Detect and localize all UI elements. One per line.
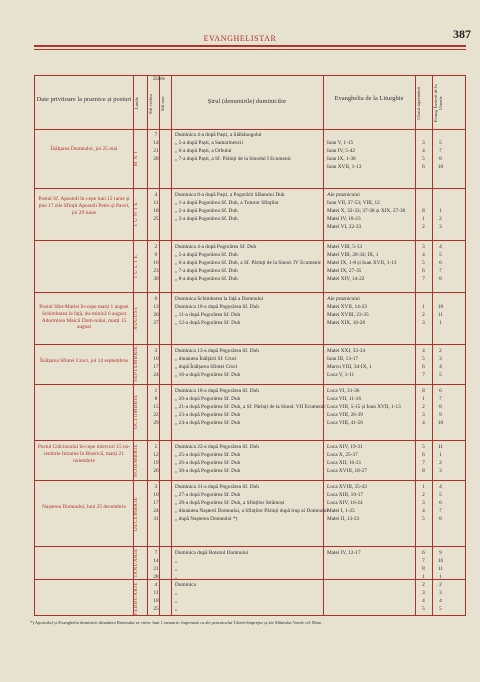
month-label-octombrie: OCTOMBRIE xyxy=(134,394,139,430)
gospel-cell: Matei IV, 18-23 xyxy=(327,216,361,222)
eothina-cell: 11 xyxy=(437,312,444,318)
eothina-cell: 7 xyxy=(439,148,442,154)
sunday-cell: „ xyxy=(175,566,178,572)
sunday-cell: „ 27-a după Pogorârea Sf. Duh xyxy=(175,492,241,498)
eothina-cell: 9 xyxy=(439,550,442,556)
sunday-cell: „ xyxy=(175,590,178,596)
table-row xyxy=(35,244,465,252)
eothina-cell: 4 xyxy=(439,364,442,370)
gospel-cell: Marcu VIII, 34-IX, 1 xyxy=(327,364,372,370)
glas-cell: 4 xyxy=(422,420,425,426)
eothina-cell: 4 xyxy=(439,598,442,604)
eothina-cell: 3 xyxy=(439,468,442,474)
day-cell: 4 xyxy=(154,582,158,588)
day-cell: 14 xyxy=(153,558,159,564)
gospel-cell: Luca VII, 11-16 xyxy=(327,396,361,402)
gospel-cell: Luca XVIII, 18-27 xyxy=(327,468,367,474)
sunday-cell: „ xyxy=(175,574,178,580)
day-cell: 7 xyxy=(154,550,158,556)
sunday-cell: „ dinaintea Nașterii Domnului, a Sfinților Părinți după trup ai Domnului xyxy=(175,508,328,514)
sunday-cell: „ 25-a după Pogorârea Sf. Duh xyxy=(175,452,241,458)
eothina-cell: 3 xyxy=(439,590,442,596)
day-cell: 11 xyxy=(153,200,159,206)
month-divider xyxy=(35,344,465,345)
gospel-cell: Luca VIII, 26-39 xyxy=(327,412,363,418)
glas-cell: 7 xyxy=(422,558,425,564)
feast-note: Nașterea Domnului, luni 25 decembrie xyxy=(42,504,126,510)
feast-note: Postul Sfnt-Mariei în-cepe marți 1 august Schimbarea la față, du-minică 6 august Adormirea Maicii Dom-nului, marți 15 august xyxy=(39,304,129,331)
gospel-cell: Luca XIV, 19-31 xyxy=(327,444,363,450)
table-row xyxy=(35,566,465,574)
glas-cell: 4 xyxy=(422,252,425,258)
month-divider xyxy=(35,546,465,547)
gospel-cell: Ioan V, 1-15 xyxy=(327,140,354,146)
glas-cell: 5 xyxy=(422,260,425,266)
eothina-cell: 3 xyxy=(439,356,442,362)
day-cell: 24 xyxy=(153,508,159,514)
eothina-cell: 5 xyxy=(439,492,442,498)
eothina-cell: 10 xyxy=(437,164,444,170)
gospel-cell: Luca XVIII, 35-43 xyxy=(327,484,367,490)
day-cell: 16 xyxy=(153,260,159,266)
eothina-cell: 4 xyxy=(439,484,442,490)
gospel-cell: Ioan III, 13-17 xyxy=(327,356,359,362)
sunday-cell: „ xyxy=(175,558,178,564)
glas-cell: 1 xyxy=(422,574,425,580)
sunday-cell: Duminica 22-a după Pogorârea Sf. Duh xyxy=(175,444,259,450)
header-eothina: Evang. Învierii de la Utrenie xyxy=(433,84,444,122)
header-divider xyxy=(35,129,465,130)
table-row xyxy=(35,312,465,320)
glas-cell: 1 xyxy=(422,216,425,222)
gospel-cell: Ioan XVII, 1-13 xyxy=(327,164,362,170)
sunday-cell: Duminica Schimbarea la față a Domnului xyxy=(175,296,264,302)
gospel-cell: Luca XIII, 10-17 xyxy=(327,492,364,498)
calendar-table xyxy=(34,75,466,616)
glas-cell: 8 xyxy=(422,388,425,394)
month-label-februarie: FEBRUARIE xyxy=(134,581,139,615)
eothina-cell: 2 xyxy=(439,348,442,354)
glas-cell: 6 xyxy=(422,364,425,370)
table-row xyxy=(35,516,465,524)
month-label-noiembrie: NOIEMBRIE xyxy=(134,443,139,477)
glas-cell: 5 xyxy=(422,444,425,450)
eothina-cell: 9 xyxy=(439,412,442,418)
table-row xyxy=(35,508,465,516)
day-cell: 3 xyxy=(154,484,158,490)
gospel-cell: Ale praznicului xyxy=(327,192,360,198)
gospel-cell: Matei IX, 1-8 și Ioan XVII, 1-13 xyxy=(327,260,397,266)
glas-cell: 8 xyxy=(422,566,425,572)
month-label-iulie: I U L I E xyxy=(134,254,139,278)
day-cell: 27 xyxy=(153,320,159,326)
page-title: EVANGHELISTAR xyxy=(203,34,277,43)
glas-cell: 2 xyxy=(422,582,425,588)
glas-cell: 4 xyxy=(422,598,425,604)
table-row xyxy=(35,192,465,200)
day-cell: 21 xyxy=(153,148,159,154)
gospel-cell: Matei IX, 27-35 xyxy=(327,268,362,274)
month-divider xyxy=(35,292,465,293)
sunday-cell: „ 1-a după Pogorârea Sf. Duh, a Tuturor Sfinților xyxy=(175,200,279,206)
table-row xyxy=(35,164,465,172)
gospel-cell: Ioan IX, 1-38 xyxy=(327,156,356,162)
day-cell: 18 xyxy=(153,598,159,604)
glas-cell: 5 xyxy=(422,516,425,522)
day-cell: 12 xyxy=(153,452,159,458)
day-cell: 14 xyxy=(153,140,159,146)
gospel-cell: Matei X, 32-33; 37-38 și XIX, 27-30 xyxy=(327,208,406,214)
gospel-cell: Matei VIII, 5-13 xyxy=(327,244,363,250)
table-row xyxy=(35,268,465,276)
glas-cell: 7 xyxy=(422,276,425,282)
day-cell: 1 xyxy=(154,388,158,394)
glas-cell: 7 xyxy=(422,372,425,378)
glas-cell: 4 xyxy=(422,148,425,154)
sunday-cell: Duminica 10-a după Pogorârea Sf. Duh xyxy=(175,304,259,310)
day-cell: 15 xyxy=(153,404,159,410)
eothina-cell: 6 xyxy=(439,260,442,266)
gospel-cell: Matei XIX, 16-26 xyxy=(327,320,366,326)
day-cell: 3 xyxy=(154,348,158,354)
table-row xyxy=(35,348,465,356)
header-month: Lunile xyxy=(134,97,139,109)
sunday-cell: „ 7-a după Paști, a Sf. Părinți de la Sinodul I Ecumenic xyxy=(175,156,292,162)
day-cell: 7 xyxy=(154,132,158,138)
glas-cell: 1 xyxy=(422,304,425,310)
glas-cell: 8 xyxy=(422,468,425,474)
day-cell: 10 xyxy=(153,492,159,498)
day-cell: 29 xyxy=(153,420,159,426)
eothina-cell: 5 xyxy=(439,140,442,146)
eothina-cell: 5 xyxy=(439,606,442,612)
month-divider xyxy=(35,384,465,385)
gospel-cell: Ioan IV, 5-42 xyxy=(327,148,355,154)
eothina-cell: 2 xyxy=(439,582,442,588)
table-row xyxy=(35,140,465,148)
sunday-cell: Duminica după Botezul Domnului xyxy=(175,550,249,556)
month-divider xyxy=(35,480,465,481)
gospel-cell: Luca XII, 16-21 xyxy=(327,460,362,466)
glas-cell: 8 xyxy=(422,208,425,214)
table-row xyxy=(35,492,465,500)
table-row xyxy=(35,388,465,396)
table-row xyxy=(35,582,465,590)
day-cell: 17 xyxy=(153,364,159,370)
month-label-mai: M A I xyxy=(134,151,139,167)
gospel-cell: Ale praznicului xyxy=(327,296,360,302)
footnote: *) Apostolul și Evanghelia duminicii dinaintea Botezului se citesc luni 1 ianuarie, împreună cu ale praznicului Tăierii-împrejur și ale Sfântului Vasile cel Mare. xyxy=(30,620,323,625)
day-cell: 18 xyxy=(153,208,159,214)
eothina-cell: 5 xyxy=(439,252,442,258)
gospel-cell: Matei IV, 12-17 xyxy=(327,550,361,556)
glas-cell: 3 xyxy=(422,500,425,506)
day-cell: 26 xyxy=(153,468,159,474)
sunday-cell: Duminica 4-a după Paști, a Slăbănogului xyxy=(175,132,262,138)
table-row xyxy=(35,356,465,364)
eothina-cell: 1 xyxy=(439,320,442,326)
header-glas: Glasul săptămânii xyxy=(416,86,421,120)
gospel-cell: Luca X, 25-37 xyxy=(327,452,358,458)
sunday-cell: „ 7-a după Pogorârea Sf. Duh xyxy=(175,268,238,274)
table-row xyxy=(35,396,465,404)
eothina-cell: 8 xyxy=(439,404,442,410)
month-label-decembrie: DECEMBRIE xyxy=(134,496,139,532)
day-cell: 19 xyxy=(153,460,159,466)
feast-note: Postul Sf. Apostoli în-cepe luni 12 iunie și ține 17 zile Sfinții Apostoli Petru și Pavel, joi 29 iunie xyxy=(38,196,130,216)
month-divider xyxy=(35,240,465,241)
eothina-cell: 6 xyxy=(439,500,442,506)
glas-cell: 6 xyxy=(422,268,425,274)
glas-cell: 2 xyxy=(422,492,425,498)
gospel-cell: Matei VI, 22-33 xyxy=(327,224,362,230)
sunday-cell: „ 20-a după Pogorârea Sf. Duh xyxy=(175,396,241,402)
day-cell: 5 xyxy=(154,444,158,450)
table-row xyxy=(35,412,465,420)
table-row xyxy=(35,484,465,492)
eothina-cell: 4 xyxy=(439,244,442,250)
table-row xyxy=(35,468,465,476)
table-row xyxy=(35,304,465,312)
glas-cell: 6 xyxy=(422,452,425,458)
day-cell: 28 xyxy=(153,574,159,580)
eothina-cell: 7 xyxy=(439,268,442,274)
eothina-cell: 1 xyxy=(439,452,442,458)
table-row xyxy=(35,208,465,216)
table-row xyxy=(35,296,465,304)
header-gospels: Evanghelia de la Liturghie xyxy=(334,95,404,102)
glas-cell: 6 xyxy=(422,550,425,556)
table-row xyxy=(35,132,465,140)
month-label-ianuarie: IANUARIE xyxy=(134,548,139,578)
table-row xyxy=(35,500,465,508)
glas-cell: 4 xyxy=(422,508,425,514)
eothina-cell: 3 xyxy=(439,224,442,230)
eothina-cell: 10 xyxy=(437,304,444,310)
glas-cell: 5 xyxy=(422,606,425,612)
sunday-cell: Duminica 31-a după Pogorârea Sf. Duh xyxy=(175,484,259,490)
gospel-cell: Matei XIV, 14-22 xyxy=(327,276,365,282)
sunday-cell: Duminica 13-a după Pogorârea Sf. Duh xyxy=(175,348,259,354)
eothina-cell: 8 xyxy=(439,156,442,162)
table-row xyxy=(35,200,465,208)
feast-note: Înălțarea Sfintei Cruci, joi 14 septembrie xyxy=(39,358,129,364)
sunday-cell: „ 8-a după Pogorârea Sf. Duh xyxy=(175,276,238,282)
table-row xyxy=(35,452,465,460)
month-label-iunie: I U N I E xyxy=(134,202,139,227)
day-cell: 4 xyxy=(154,192,158,198)
header-rule-thin xyxy=(34,49,466,50)
header-days: Zilele xyxy=(153,77,165,82)
table-row xyxy=(35,156,465,164)
sunday-cell: „ xyxy=(175,606,178,612)
table-row xyxy=(35,224,465,232)
glas-cell: 5 xyxy=(422,356,425,362)
table-row xyxy=(35,364,465,372)
glas-cell: 3 xyxy=(422,244,425,250)
table-row xyxy=(35,460,465,468)
month-label-septembrie: SEPTEMBRIE xyxy=(134,345,139,382)
month-label-august: AUGUST xyxy=(134,306,139,330)
header-sundays: Șirul (denumirile) duminicilor xyxy=(207,98,287,105)
gospel-cell: Matei VIII, 28-34; IX, 1 xyxy=(327,252,379,258)
day-cell: 21 xyxy=(153,566,159,572)
day-cell: 28 xyxy=(153,156,159,162)
header-old-cal: Stil vechiu xyxy=(148,94,153,114)
table-row xyxy=(35,574,465,582)
sunday-cell: „ xyxy=(175,598,178,604)
table-row xyxy=(35,216,465,224)
glas-cell: 2 xyxy=(422,404,425,410)
gospel-cell: Matei XXI, 33-34 xyxy=(327,348,366,354)
table-row xyxy=(35,252,465,260)
day-cell: 6 xyxy=(154,296,158,302)
table-row xyxy=(35,148,465,156)
eothina-cell: 8 xyxy=(439,516,442,522)
sunday-cell: „ 24-a după Pogorârea Sf. Duh xyxy=(175,420,241,426)
glas-cell: 6 xyxy=(422,164,425,170)
month-divider xyxy=(35,188,465,189)
glas-cell: 4 xyxy=(422,348,425,354)
day-cell: 25 xyxy=(153,606,159,612)
table-row xyxy=(35,420,465,428)
table-row xyxy=(35,550,465,558)
feast-note: Înălțarea Domnului, joi 25 mai xyxy=(50,146,118,152)
eothina-cell: 10 xyxy=(437,420,444,426)
gospel-cell: Matei XVII, 14-23 xyxy=(327,304,367,310)
eothina-cell: 5 xyxy=(439,372,442,378)
eothina-cell: 8 xyxy=(439,276,442,282)
day-cell: 31 xyxy=(153,516,159,522)
gospel-cell: Matei XVIII, 23-35 xyxy=(327,312,369,318)
table-row xyxy=(35,590,465,598)
day-cell: 11 xyxy=(153,590,159,596)
table-row xyxy=(35,276,465,284)
gospel-cell: Luca VIII, 41-56 xyxy=(327,420,363,426)
table-row xyxy=(35,372,465,380)
day-cell: 8 xyxy=(154,396,158,402)
eothina-cell: 2 xyxy=(439,216,442,222)
sunday-cell: „ 3-a după Pogorârea Sf. Duh xyxy=(175,216,238,222)
gospel-cell: Luca XIV, 16-24 xyxy=(327,500,363,506)
eothina-cell: 11 xyxy=(437,444,444,450)
day-cell: 30 xyxy=(153,276,159,282)
eothina-cell: 1 xyxy=(439,574,442,580)
sunday-cell: „ 6-a după Paști, a Orbului xyxy=(175,148,232,154)
gospel-cell: Luca VIII, 5-15 și Ioan XVII, 1-13 xyxy=(327,404,401,410)
day-cell: 10 xyxy=(153,356,159,362)
table-row xyxy=(35,444,465,452)
sunday-cell: „ 5-a după Paști, a Samarinencii xyxy=(175,140,243,146)
sunday-cell: Duminica xyxy=(175,582,196,588)
day-cell: 20 xyxy=(153,312,159,318)
sunday-cell: Duminica 8-a după Paști, a Pogorârii Sfântului Duh xyxy=(175,192,285,198)
glas-cell: 1 xyxy=(422,396,425,402)
glas-cell: 5 xyxy=(422,156,425,162)
eothina-cell: 1 xyxy=(439,208,442,214)
gospel-cell: Luca VI, 31-36 xyxy=(327,388,360,394)
day-cell: 22 xyxy=(153,412,159,418)
header-new-cal: Stil nou xyxy=(160,96,165,112)
day-cell: 17 xyxy=(153,500,159,506)
sunday-cell: „ 30-a după Pogorârea Sf. Duh xyxy=(175,468,241,474)
table-row xyxy=(35,320,465,328)
sunday-cell: „ 12-a după Pogorârea Sf. Duh xyxy=(175,320,241,326)
glas-cell: 3 xyxy=(422,590,425,596)
day-cell: 23 xyxy=(153,268,159,274)
glas-cell: 3 xyxy=(422,412,425,418)
gospel-cell: Luca V, 1-11 xyxy=(327,372,355,378)
sunday-cell: „ 23-a după Pogorârea Sf. Duh xyxy=(175,412,241,418)
table-row xyxy=(35,606,465,614)
eothina-cell: 11 xyxy=(437,566,444,572)
day-cell: 9 xyxy=(154,252,158,258)
sunday-cell: Duminica 4-a după Pogorârea Sf. Duh xyxy=(175,244,257,250)
gospel-cell: Ioan VII, 37-53; VIII, 12 xyxy=(327,200,380,206)
sunday-cell: Duminica 18-a după Pogorârea Sf. Duh xyxy=(175,388,259,394)
glas-cell: 7 xyxy=(422,460,425,466)
sunday-cell: „ 16-a după Pogorârea Sf. Duh xyxy=(175,372,241,378)
header-rule-thick xyxy=(34,45,466,47)
sunday-cell: „ 2-a după Pogorârea Sf. Duh xyxy=(175,208,238,214)
eothina-cell: 7 xyxy=(439,396,442,402)
table-row xyxy=(35,598,465,606)
sunday-cell: „ după Înălțarea Sfintei Cruci xyxy=(175,364,238,370)
table-row xyxy=(35,404,465,412)
sunday-cell: „ 5-a după Pogorârea Sf. Duh xyxy=(175,252,238,258)
sunday-cell: „ după Nașterea Domnului *) xyxy=(175,516,238,522)
day-cell: 13 xyxy=(153,304,159,310)
sunday-cell: „ 26-a după Pogorârea Sf. Duh xyxy=(175,460,241,466)
glas-cell: 2 xyxy=(422,224,425,230)
sunday-cell: „ 6-a după Pogorârea Sf. Duh, a Sf. Părinți de la Sinod. IV Ecumenic xyxy=(175,260,322,266)
month-divider xyxy=(35,440,465,441)
gospel-cell: Matei II, 13-23 xyxy=(327,516,360,522)
eothina-cell: 6 xyxy=(439,388,442,394)
sunday-cell: „ 21-a după Pogorârea Sf. Duh, a Sf. Părinți de la Sinod. VII Ecumenic xyxy=(175,404,326,410)
eothina-cell: 10 xyxy=(437,558,444,564)
eothina-cell: 2 xyxy=(439,460,442,466)
eothina-cell: 7 xyxy=(439,508,442,514)
feast-note: Postul Crăciunului în-cepe miercuri 15 no-iembrie Intrarea în Biserică, marți 21 noiembrie xyxy=(37,444,131,464)
table-row xyxy=(35,558,465,566)
day-cell: 2 xyxy=(154,244,158,250)
table-row xyxy=(35,260,465,268)
glas-cell: 1 xyxy=(422,484,425,490)
day-cell: 25 xyxy=(153,216,159,222)
glas-cell: 3 xyxy=(422,140,425,146)
day-cell: 24 xyxy=(153,372,159,378)
sunday-cell: „ 28-a după Pogorârea Sf. Duh, a Sfinților Strămoși xyxy=(175,500,285,506)
sunday-cell: „ 11-a după Pogorârea Sf. Duh xyxy=(175,312,241,318)
gospel-cell: Matei I, 1-25 xyxy=(327,508,355,514)
glas-cell: 3 xyxy=(422,320,425,326)
header-feasts: Date privitoare la praznice și posturi xyxy=(36,96,132,103)
sunday-cell: „ dinaintea Înălțării Sf. Cruci xyxy=(175,356,237,362)
page-number: 387 xyxy=(453,27,471,41)
glas-cell: 2 xyxy=(422,312,425,318)
